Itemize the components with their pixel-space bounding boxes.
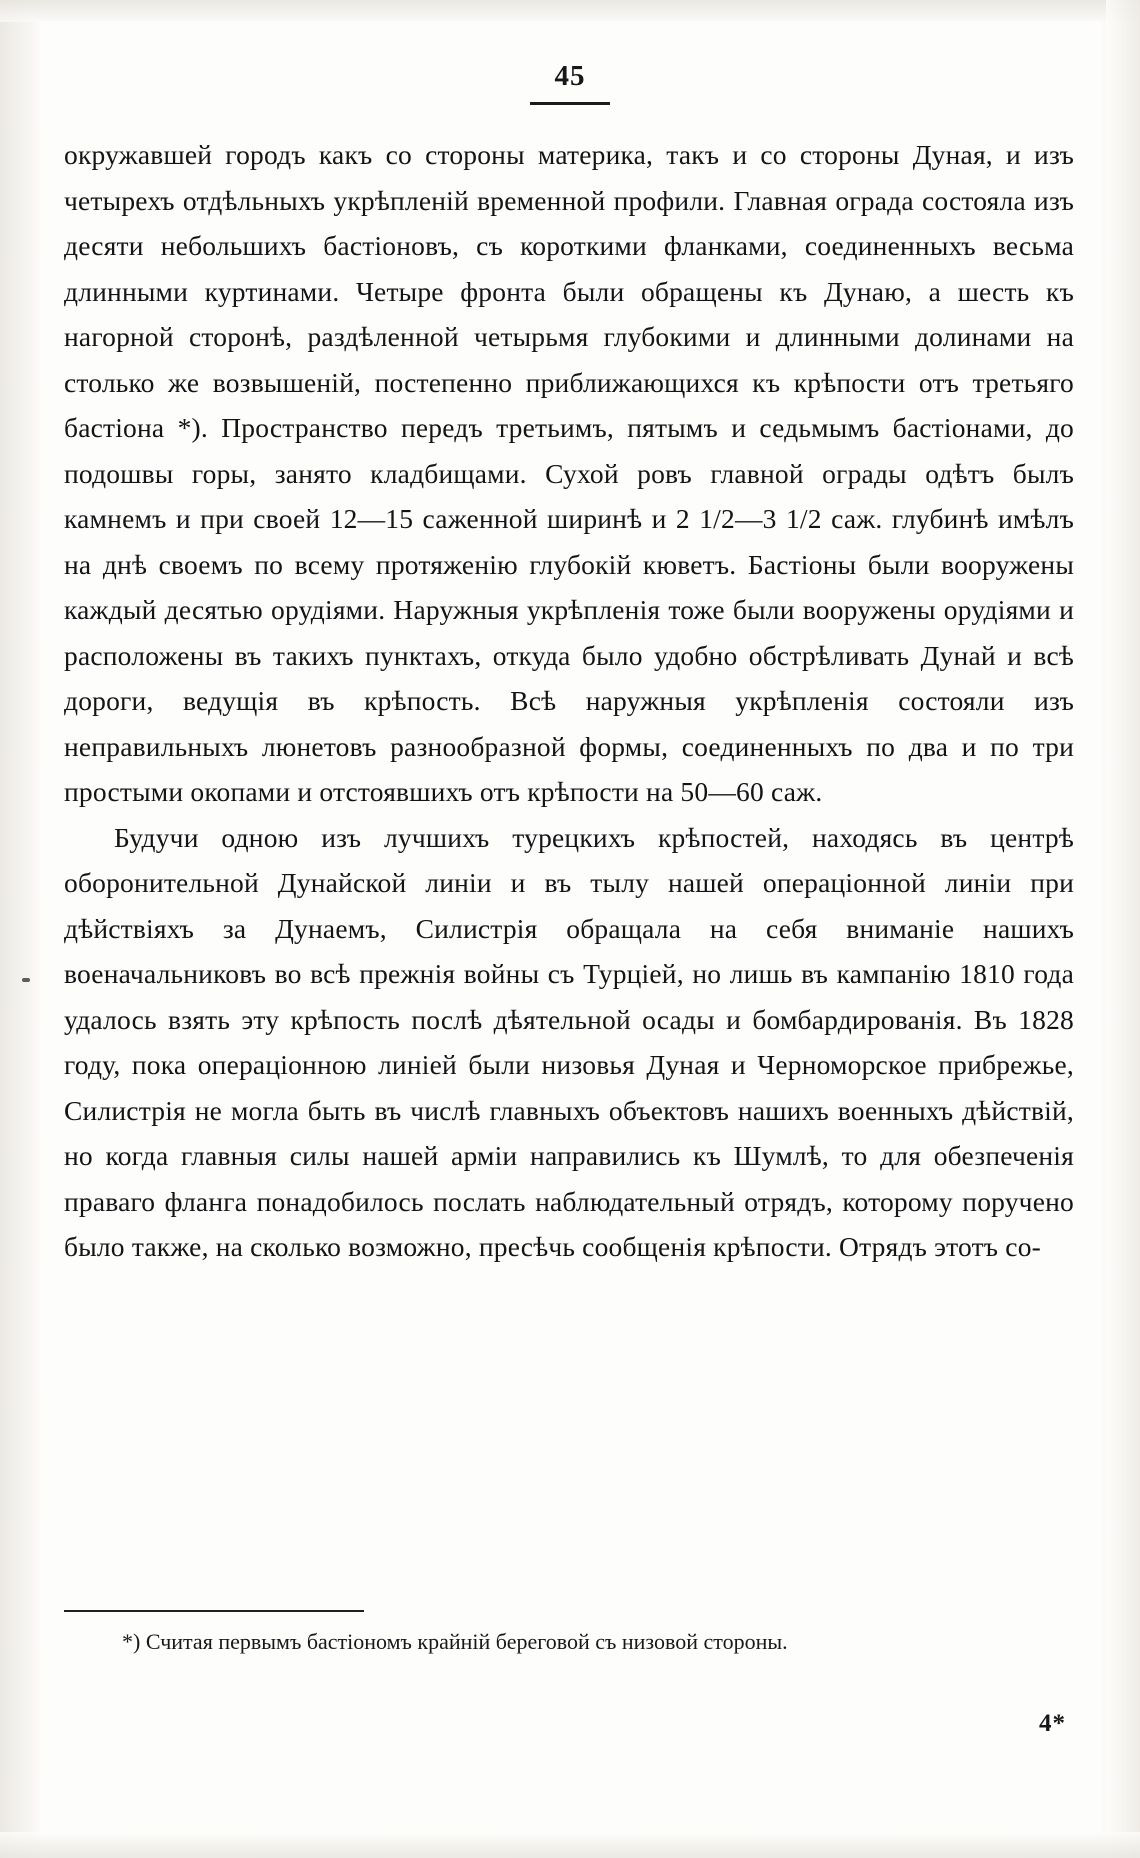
- page-edge-right: [1106, 0, 1140, 1858]
- footnote-divider: [64, 1610, 364, 1612]
- footnote-marker: *): [122, 1629, 141, 1654]
- body-text: [64, 132, 1074, 1270]
- page-number-rule: [530, 102, 610, 105]
- page-edge-top: [0, 0, 1140, 22]
- sheet-signature: 4*: [1039, 1710, 1066, 1737]
- page-edge-left: [0, 0, 40, 1858]
- page-edge-bottom: [0, 1832, 1140, 1858]
- paragraph-2: Будучи одною изъ лучшихъ турецкихъ крѣпостей, находясь въ центрѣ оборонительной Дунайской линіи и въ тылу нашей операціонной линіи при дѣйствіяхъ за Дунаемъ, Силистрія обращала на себя вниманіе нашихъ военачальниковъ во всѣ прежнія войны съ Турціей, но лишь въ кампанію 1810 года удалось взять эту крѣпость послѣ дѣятельной осады и бомбардированія. Въ 1828 году, пока операціонною линіей были низовья Дуная и Черноморское прибрежье, Силистрія не могла быть въ числѣ главныхъ объектовъ нашихъ военныхъ дѣйствій, но когда главныя силы нашей арміи направились къ Шумлѣ, то для обезпеченія праваго фланга понадобилось послать наблюдательный отрядъ, которому поручено было также, на сколько возможно, пресѣчь сообщенія крѣпости. Отрядъ этотъ со-: [64, 821, 1074, 1262]
- footnote-text: Считая первымъ бастіономъ крайній береговой съ низовой стороны.: [145, 1629, 788, 1654]
- scan-stray-mark: [22, 978, 30, 982]
- footnote: [64, 1624, 1074, 1660]
- page-number: 45: [554, 60, 586, 92]
- page-surface: [38, 20, 1102, 1838]
- paragraph-1: окружавшей городъ какъ со стороны материка, такъ и со стороны Дуная, и изъ четырехъ отдѣльныхъ укрѣпленій временной профили. Главная ограда состояла изъ десяти небольшихъ бастіоновъ, съ короткими фланками, соединенныхъ весьма длинными куртинами. Четыре фронта были обращены къ Дунаю, а шесть къ нагорной сторонѣ, раздѣленной четырьмя глубокими и длинными долинами на столько же возвышеній, постепенно приближающихся къ крѣпости отъ третьяго бастіона *). Пространство передъ третьимъ, пятымъ и седьмымъ бастіонами, до подошвы горы, занято кладбищами. Сухой ровъ главной ограды одѣтъ былъ камнемъ и при своей 12—15 саженной ширинѣ и 2 1/2—3 1/2 саж. глубинѣ имѣлъ на днѣ своемъ по всему протяженію глубокій кюветъ. Бастіоны были вооружены каждый десятью орудіями. Наружныя укрѣпленія тоже были вооружены орудіями и расположены въ такихъ пунктахъ, откуда было удобно обстрѣливать Дунай и всѣ дороги, ведущія въ крѣпость. Всѣ наружныя укрѣпленія состояли изъ неправильныхъ люнетовъ разнообразной формы, соединенныхъ по два и по три простыми окопами и отстоявшихъ отъ крѣпости на 50—60 саж.: [64, 139, 1074, 807]
